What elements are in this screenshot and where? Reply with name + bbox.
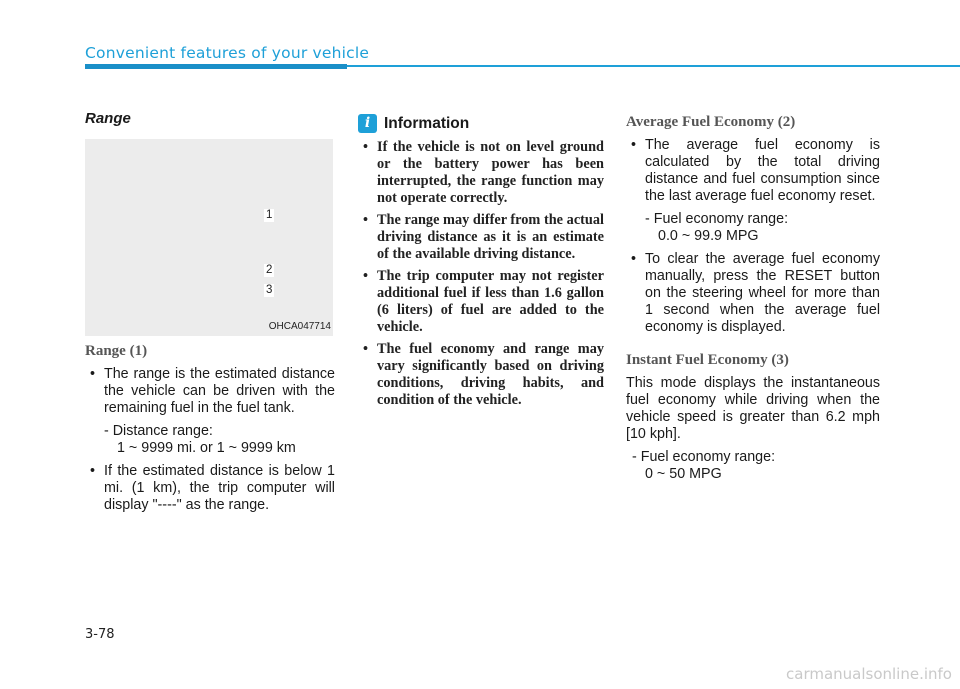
- watermark: carmanualsonline.info: [786, 665, 952, 683]
- instant-fuel-range: [626, 449, 880, 483]
- bullet-dot: •: [363, 341, 369, 357]
- instant-fuel-range-value: 0 ~ 50 MPG: [645, 466, 722, 482]
- information-item: [358, 139, 604, 207]
- bullet-dot: •: [363, 268, 369, 284]
- bullet-dot: •: [363, 212, 369, 228]
- bullet-dot: •: [363, 139, 369, 155]
- range-figure: [85, 139, 333, 336]
- header-rule-accent: [85, 64, 347, 69]
- instant-fuel-body: This mode displays the instantaneous fuel economy while driving when the vehicle speed is greater than 6.2 mph [10 kph].: [626, 375, 880, 442]
- distance-range-label: - Distance range:: [104, 423, 213, 439]
- bullet-text: If the estimated distance is below 1 mi. (1 km), the trip computer will display "----" as the range.: [104, 463, 335, 513]
- information-title: Information: [384, 114, 470, 132]
- information-item-text: The trip computer may not register additional fuel if less than 1.6 gallon (6 liters) of fuel are added to the vehicle.: [377, 268, 604, 335]
- bullet-dot: •: [90, 366, 96, 382]
- callout-3: 3: [266, 284, 273, 296]
- information-item: [358, 268, 604, 336]
- avg-fuel-range-value: 0.0 ~ 99.9 MPG: [658, 228, 759, 244]
- instant-fuel-range-label: - Fuel economy range:: [632, 449, 776, 465]
- information-item: [358, 341, 604, 409]
- callout-2: 2: [266, 264, 273, 276]
- bullet-text: The range is the estimated distance the vehicle can be driven with the remaining fuel in the fuel tank.: [104, 366, 335, 416]
- distance-range: [85, 423, 335, 457]
- header-title: Convenient features of your vehicle: [85, 44, 370, 62]
- callout-1: 1: [266, 209, 273, 221]
- range-1-heading: Range (1): [85, 343, 148, 359]
- information-item-text: The range may differ from the actual driving distance as it is an estimate of the available driving distance.: [377, 212, 604, 262]
- avg-fuel-range-label: - Fuel economy range:: [645, 211, 789, 227]
- figure-code: OHCA047714: [268, 321, 331, 332]
- instant-fuel-heading: Instant Fuel Economy (3): [626, 352, 789, 368]
- bullet-text: To clear the average fuel economy manually, press the RESET button on the steering wheel for more than 1 second when the average fuel economy is displayed.: [645, 251, 880, 335]
- range-section-title: Range: [85, 110, 131, 127]
- avg-fuel-bullet: [626, 137, 880, 205]
- distance-range-value: 1 ~ 9999 mi. or 1 ~ 9999 km: [117, 440, 296, 456]
- information-item: [358, 212, 604, 263]
- information-column: [358, 114, 604, 414]
- information-item-text: The fuel economy and range may vary significantly based on driving conditions, driving habits, and condition of the vehicle.: [377, 341, 604, 408]
- range-1-bullet: [85, 366, 335, 417]
- range-1-column: [85, 343, 335, 520]
- information-heading: [358, 114, 604, 133]
- avg-fuel-range: [626, 211, 880, 245]
- avg-fuel-heading: Average Fuel Economy (2): [626, 114, 796, 130]
- bullet-dot: •: [90, 463, 96, 479]
- range-1-bullet: [85, 463, 335, 514]
- spacer: [626, 342, 880, 352]
- info-icon: i: [358, 114, 377, 133]
- fuel-economy-column: [626, 114, 880, 489]
- bullet-dot: •: [631, 251, 637, 267]
- bullet-text: The average fuel economy is calculated by the total driving distance and fuel consumption since the last average fuel economy reset.: [645, 137, 880, 204]
- bullet-dot: •: [631, 137, 637, 153]
- page-number: 3-78: [85, 627, 115, 642]
- information-item-text: If the vehicle is not on level ground or the battery power has been interrupted, the range function may not operate correctly.: [377, 139, 604, 206]
- avg-fuel-bullet: [626, 251, 880, 336]
